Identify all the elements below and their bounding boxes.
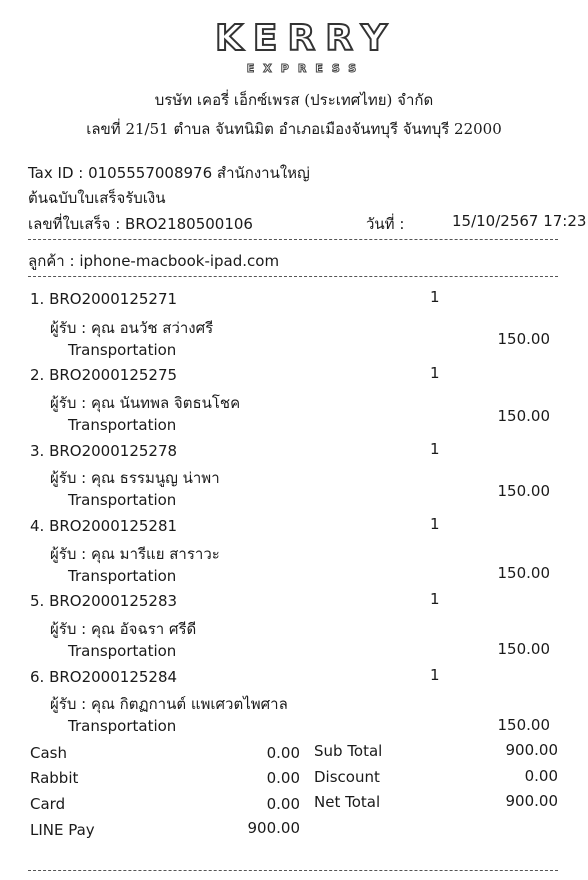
discount-amount: 0.00 xyxy=(524,767,558,785)
card-label: Card xyxy=(30,795,66,813)
tax-id-line: Tax ID : 0105557008976 สำนักงานใหญ่ xyxy=(28,164,310,182)
discount-label: Discount xyxy=(314,768,380,786)
document-type: ต้นฉบับใบเสร็จรับเงิน xyxy=(28,189,166,207)
item-recipient: ผู้รับ : คุณ อัจฉรา ศรีดี xyxy=(50,620,197,638)
item-amount: 150.00 xyxy=(497,716,550,734)
item-amount: 150.00 xyxy=(497,640,550,658)
logo-sub-text: EXPRESS xyxy=(246,62,366,75)
net-total-label: Net Total xyxy=(314,793,381,811)
item-qty: 1 xyxy=(430,590,440,608)
item-qty: 1 xyxy=(430,288,440,306)
rabbit-label: Rabbit xyxy=(30,769,79,787)
item-code: 3. BRO2000125278 xyxy=(30,442,178,460)
item-amount: 150.00 xyxy=(497,407,550,425)
item-recipient: ผู้รับ : คุณ ธรรมนูญ น่าพา xyxy=(50,469,220,487)
item-type: Transportation xyxy=(68,491,177,509)
cash-label: Cash xyxy=(30,744,67,762)
item-amount: 150.00 xyxy=(497,564,550,582)
kerry-logo xyxy=(196,18,416,80)
item-recipient: ผู้รับ : คุณ อนวัช สว่างศรี xyxy=(50,319,214,337)
item-qty: 1 xyxy=(430,364,440,382)
item-type: Transportation xyxy=(68,416,177,434)
date-value: 15/10/2567 17:23 xyxy=(452,212,587,230)
item-recipient: ผู้รับ : คุณ นันทพล จิตธนโชค xyxy=(50,394,241,412)
item-type: Transportation xyxy=(68,717,177,735)
item-amount: 150.00 xyxy=(497,482,550,500)
item-qty: 1 xyxy=(430,666,440,684)
item-code: 4. BRO2000125281 xyxy=(30,517,178,535)
company-name: บรษัท เคอรี่ เอ็กซ์เพรส (ประเทศไทย) จำกัด xyxy=(154,91,434,109)
item-code: 6. BRO2000125284 xyxy=(30,668,178,686)
item-type: Transportation xyxy=(68,642,177,660)
linepay-amount: 900.00 xyxy=(247,819,300,837)
customer-line: ลูกค้า : iphone-macbook-ipad.com xyxy=(28,252,280,270)
logo-main-text: KERRY xyxy=(214,18,398,59)
item-qty: 1 xyxy=(430,440,440,458)
item-type: Transportation xyxy=(68,567,177,585)
item-type: Transportation xyxy=(68,341,177,359)
item-amount: 150.00 xyxy=(497,330,550,348)
subtotal-amount: 900.00 xyxy=(505,741,558,759)
divider xyxy=(28,239,558,240)
card-amount: 0.00 xyxy=(266,795,300,813)
linepay-label: LINE Pay xyxy=(30,821,95,839)
item-recipient: ผู้รับ : คุณ กิตฏกานต์ แพเศวตไพศาล xyxy=(50,695,288,713)
item-recipient: ผู้รับ : คุณ มารีแย สาราวะ xyxy=(50,545,220,563)
item-code: 2. BRO2000125275 xyxy=(30,366,178,384)
item-qty: 1 xyxy=(430,515,440,533)
receipt-number: เลขที่ใบเสร็จ : BRO2180500106 xyxy=(28,215,253,233)
item-code: 5. BRO2000125283 xyxy=(30,592,178,610)
item-code: 1. BRO2000125271 xyxy=(30,290,178,308)
company-address: เลขที่ 21/51 ตำบล จันทนิมิต อำเภอเมืองจันทบุรี จันทบุรี 22000 xyxy=(86,120,502,138)
subtotal-label: Sub Total xyxy=(314,742,383,760)
date-label: วันที่ : xyxy=(366,215,405,233)
net-total-amount: 900.00 xyxy=(505,792,558,810)
divider xyxy=(28,870,558,871)
divider xyxy=(28,276,558,277)
rabbit-amount: 0.00 xyxy=(266,769,300,787)
cash-amount: 0.00 xyxy=(266,744,300,762)
